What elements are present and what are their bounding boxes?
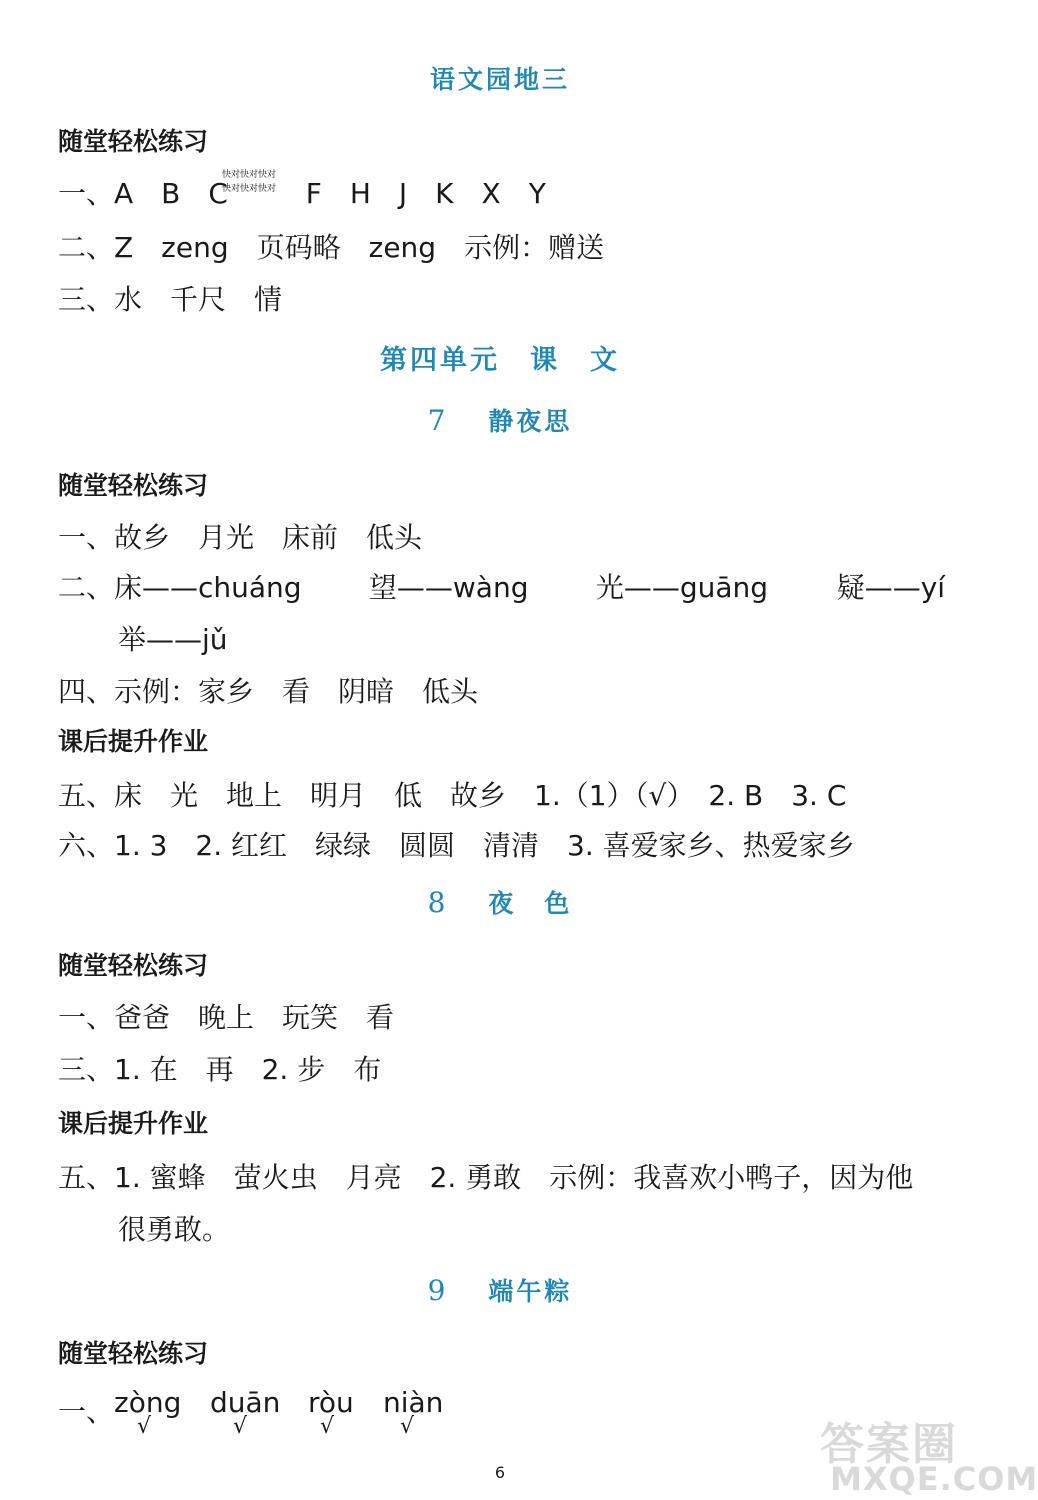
lesson7-q2 <box>58 566 945 606</box>
lesson7-q1: 一、故乡 月光 床前 低头 <box>58 521 423 554</box>
check-mark-1: √ <box>137 1414 152 1439</box>
watermark-url: MXQE.COM <box>830 1460 1038 1498</box>
heading-practice-lesson9: 随堂轻松练习 <box>58 1339 209 1368</box>
watermark-logo: 答案圈 <box>820 1419 958 1470</box>
heading-practice-lesson7: 随堂轻松练习 <box>58 471 209 500</box>
lesson7-q2-b: 望——wàng <box>368 571 529 604</box>
lesson8-name: 夜 色 <box>488 889 573 918</box>
page-number: 6 <box>494 1463 506 1482</box>
lesson8-q5-line1: 五、1. 蜜蜂 萤火虫 月亮 2. 勇敢 示例：我喜欢小鸭子，因为他 <box>58 1161 914 1194</box>
garden3-q3: 三、水 千尺 情 <box>58 283 283 316</box>
garden3-q2: 二、Z zeng 页码略 zeng 示例：赠送 <box>58 231 605 264</box>
heading-homework-lesson8: 课后提升作业 <box>58 1109 209 1138</box>
lesson7-q2-d: 疑——yí <box>836 571 946 604</box>
unit4-title: 第四单元 课 文 <box>380 345 620 376</box>
lesson9-title <box>0 1272 1000 1308</box>
section-title-garden3: 语文园地三 <box>429 65 570 94</box>
garden3-q1-mini-b: 快对快对快对 <box>222 184 277 194</box>
lesson9-pinyin-2: duān <box>210 1386 281 1419</box>
lesson7-q4: 四、示例：家乡 看 阴暗 低头 <box>58 675 479 708</box>
lesson7-number: 7 <box>427 404 449 437</box>
garden3-q1 <box>58 172 546 212</box>
lesson7-q2-c: 光——guāng <box>595 571 769 604</box>
lesson9-pinyin-3: ròu <box>308 1386 354 1419</box>
garden3-q1-mini-a: 快对快对快对 <box>222 170 277 180</box>
lesson8-q5-line2: 很勇敢。 <box>118 1213 231 1246</box>
lesson9-q1-prefix: 一、 <box>58 1395 115 1428</box>
heading-practice-garden3: 随堂轻松练习 <box>58 127 209 156</box>
lesson7-q6: 六、1. 3 2. 红红 绿绿 圆圆 清清 3. 喜爱家乡、热爱家乡 <box>58 829 855 862</box>
garden3-q1-prefix: 一、A B C <box>58 177 228 210</box>
lesson7-q5: 五、床 光 地上 明月 低 故乡 1.（1）（√） 2. B 3. C <box>58 779 847 812</box>
lesson8-q3: 三、1. 在 再 2. 步 布 <box>58 1053 382 1086</box>
lesson7-q2-e: 举——jǔ <box>118 623 228 656</box>
lesson7-title <box>0 402 1000 438</box>
lesson7-q2-a: 二、床——chuáng <box>58 571 302 604</box>
check-mark-4: √ <box>400 1414 415 1439</box>
heading-practice-lesson8: 随堂轻松练习 <box>58 951 209 980</box>
lesson8-number: 8 <box>427 886 449 919</box>
lesson9-pinyin-1: zòng <box>114 1386 182 1419</box>
lesson9-number: 9 <box>427 1274 449 1307</box>
check-mark-3: √ <box>320 1414 335 1439</box>
lesson9-pinyin-4: niàn <box>383 1386 444 1419</box>
lesson9-name: 端午粽 <box>488 1277 573 1306</box>
garden3-q1-suffix: F H J K X Y <box>305 177 546 210</box>
lesson8-title <box>0 884 1000 920</box>
lesson7-name: 静夜思 <box>488 407 573 436</box>
check-mark-2: √ <box>233 1414 248 1439</box>
heading-homework-lesson7: 课后提升作业 <box>58 727 209 756</box>
lesson8-q1: 一、爸爸 晚上 玩笑 看 <box>58 1001 395 1034</box>
